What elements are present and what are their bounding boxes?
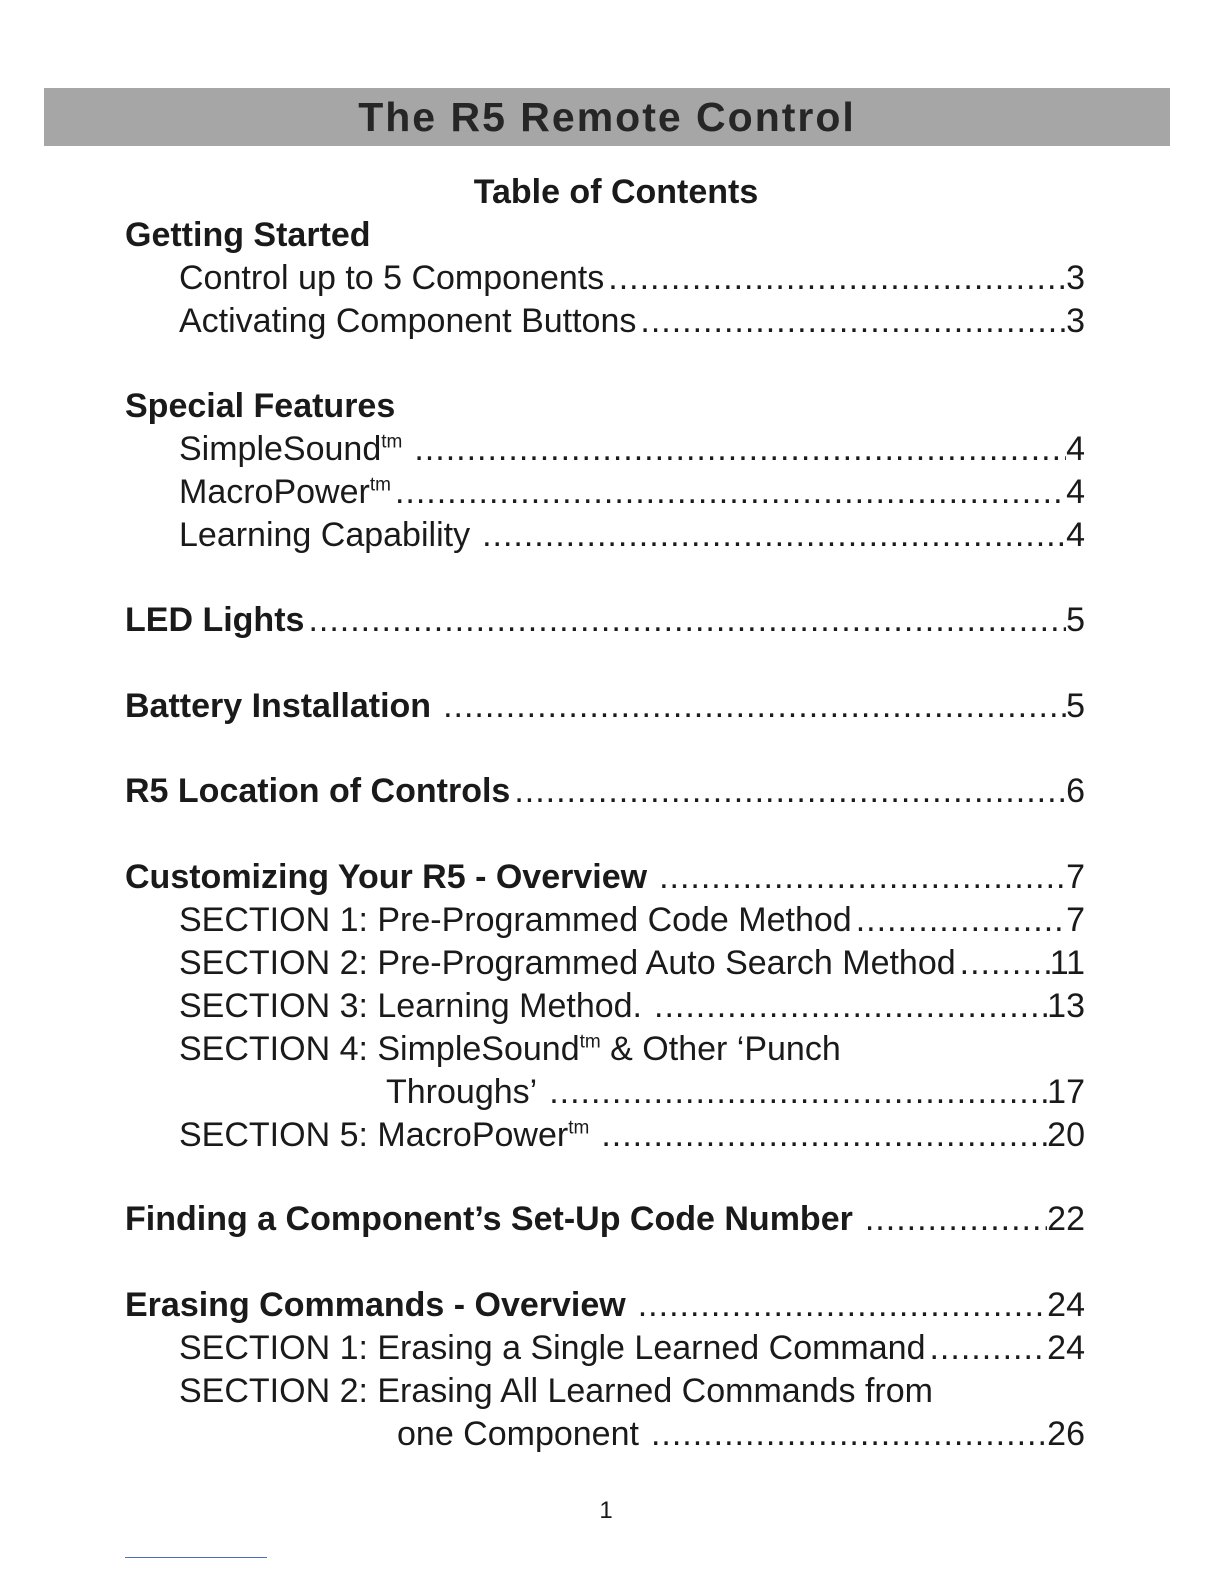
toc-entry-simplesound[interactable] [179, 427, 1085, 471]
toc-entry-label: SECTION 4: SimpleSound$^{tm}$ & Other ‘Punch [179, 1030, 841, 1068]
toc-leader-dots [308, 598, 1066, 642]
toc-leader-dots [414, 427, 1066, 471]
toc-leader-dots [608, 256, 1066, 300]
toc-entry-page: 4 [1066, 473, 1085, 511]
toc-entry-label: Learning Capability [179, 516, 471, 554]
toc-entry-activating-buttons[interactable] [179, 299, 1085, 343]
trademark-sup: tm [579, 1031, 601, 1053]
toc-entry-label: SECTION 2: Erasing All Learned Commands from [179, 1372, 933, 1410]
toc-section-label: R5 Location of Controls [125, 772, 511, 810]
toc-entry-label: one Component [397, 1415, 639, 1453]
toc-entry-macropower[interactable] [179, 470, 1085, 514]
toc-leader-dots [865, 1197, 1047, 1241]
toc-leader-dots [640, 299, 1066, 343]
toc-section-special-features [125, 384, 1085, 428]
toc-section-battery-installation[interactable] [125, 684, 1085, 728]
toc-entry-learning-capability[interactable] [179, 513, 1085, 557]
toc-entry-section-4-punch-throughs[interactable] [179, 1027, 1085, 1071]
toc-section-finding-code[interactable] [125, 1197, 1085, 1241]
toc-leader-dots [443, 684, 1066, 728]
toc-leader-dots [395, 470, 1066, 514]
toc-entry-page: 24 [1047, 1329, 1085, 1367]
toc-section-label: Special Features [125, 387, 396, 425]
toc-entry-section-2-auto-search[interactable] [179, 941, 1085, 985]
toc-leader-dots [651, 1412, 1047, 1456]
page-number: 1 [599, 1497, 613, 1524]
trademark-sup: tm [369, 474, 391, 496]
toc-entry-control-components[interactable] [179, 256, 1085, 300]
toc-entry-label: SECTION 3: Learning Method. [179, 987, 643, 1025]
toc-entry-section-3-learning[interactable] [179, 984, 1085, 1028]
toc-section-label: Customizing Your R5 - Overview [125, 858, 648, 896]
toc-leader-dots [659, 855, 1066, 899]
toc-entry-page: 17 [1047, 1073, 1085, 1111]
toc-entry-page: 3 [1066, 259, 1085, 297]
toc-entry-page: 5 [1066, 601, 1085, 639]
toc-leader-dots [638, 1283, 1047, 1327]
toc-entry-page: 3 [1066, 302, 1085, 340]
toc-section-label: Getting Started [125, 216, 371, 254]
trademark-sup: tm [568, 1117, 590, 1139]
toc-entry-page: 7 [1066, 901, 1085, 939]
toc-entry-erase-single[interactable] [179, 1326, 1085, 1370]
toc-entry-label: SECTION 1: Pre-Programmed Code Method [179, 901, 852, 939]
title-bar [44, 88, 1170, 146]
toc-section-getting-started [125, 213, 1085, 257]
document-title: The R5 Remote Control [358, 93, 856, 140]
toc-leader-dots [549, 1070, 1047, 1114]
trademark-sup: tm [381, 431, 403, 453]
toc-entry-erase-all[interactable] [179, 1369, 1085, 1413]
toc-section-label: LED Lights [125, 601, 305, 639]
toc-entry-page: 4 [1066, 516, 1085, 554]
toc-entry-erase-all-continued[interactable] [397, 1412, 1085, 1456]
toc-entry-page: 24 [1047, 1286, 1085, 1324]
toc-entry-page: 22 [1047, 1200, 1085, 1238]
toc-leader-dots [654, 984, 1047, 1028]
toc-entry-label: SimpleSound$^{tm}$ [179, 430, 403, 468]
toc-entry-section-5-macropower[interactable] [179, 1113, 1085, 1157]
toc-leader-dots [856, 898, 1066, 942]
toc-section-label: Finding a Component’s Set-Up Code Number [125, 1200, 853, 1238]
toc-section-location-of-controls[interactable] [125, 769, 1085, 813]
toc-heading: Table of Contents [473, 173, 759, 211]
toc-entry-label: Control up to 5 Components [179, 259, 605, 297]
toc-entry-label: SECTION 5: MacroPower$^{tm}$ [179, 1116, 590, 1154]
toc-entry-page: 6 [1066, 772, 1085, 810]
toc-leader-dots [929, 1326, 1047, 1370]
toc-entry-label: Activating Component Buttons [179, 302, 637, 340]
toc-section-led-lights[interactable] [125, 598, 1085, 642]
toc-entry-page: 26 [1047, 1415, 1085, 1453]
toc-entry-page: 7 [1066, 858, 1085, 896]
toc-section-label: Battery Installation [125, 687, 432, 725]
toc-leader-dots [514, 769, 1066, 813]
toc-entry-page: 20 [1047, 1116, 1085, 1154]
toc-section-customizing[interactable] [125, 855, 1085, 899]
toc-entry-page: 11 [1049, 944, 1085, 982]
toc-leader-dots [601, 1113, 1047, 1157]
toc-entry-label: SECTION 1: Erasing a Single Learned Command [179, 1329, 926, 1367]
toc-entry-section-4-continued[interactable] [386, 1070, 1085, 1114]
toc-entry-page: 5 [1066, 687, 1085, 725]
footnote-rule [125, 1557, 267, 1558]
toc-entry-label: Throughs’ [386, 1073, 538, 1111]
toc-leader-dots [482, 513, 1066, 557]
toc-entry-page: 4 [1066, 430, 1085, 468]
toc-entry-section-1-code-method[interactable] [179, 898, 1085, 942]
toc-section-erasing[interactable] [125, 1283, 1085, 1327]
toc-entry-page: 13 [1047, 987, 1085, 1025]
toc-entry-label: MacroPower$^{tm}$ [179, 473, 391, 511]
toc-leader-dots [960, 941, 1050, 985]
toc-entry-label: SECTION 2: Pre-Programmed Auto Search Method [179, 944, 956, 982]
toc-section-label: Erasing Commands - Overview [125, 1286, 626, 1324]
